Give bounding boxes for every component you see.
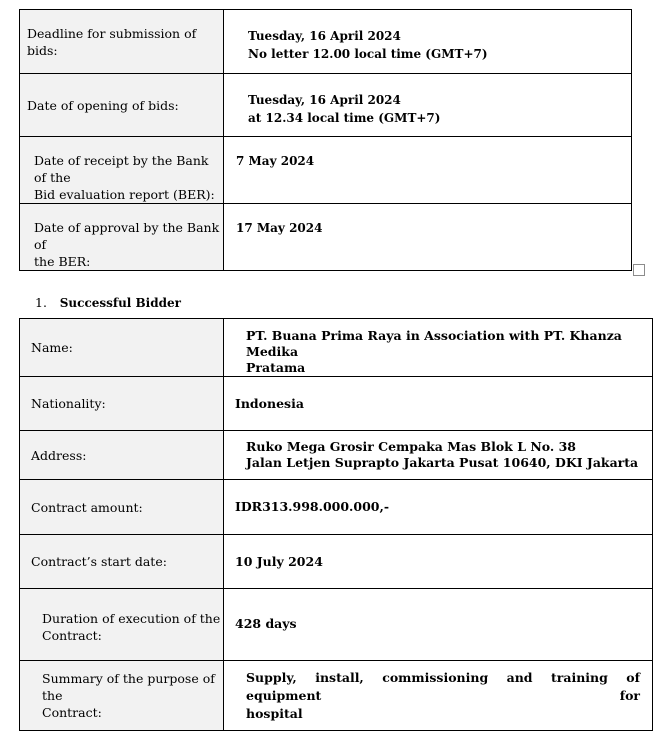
bid-dates-table [19, 9, 632, 271]
deadline-time: No letter 12.00 local time (GMT+7) [248, 47, 488, 61]
start-date-value: 10 July 2024 [235, 553, 323, 569]
duration-label-line1: Duration of execution of the [42, 610, 221, 626]
duration-label-cell [20, 589, 224, 661]
nationality-label: Nationality: [31, 396, 106, 411]
successful-bidder-table [19, 318, 653, 731]
name-label: Name: [31, 340, 73, 355]
summary-value-line2: hospital [246, 705, 303, 721]
table-row [20, 589, 653, 661]
start-date-value-cell [224, 535, 653, 589]
ber-receipt-label-line1: Date of receipt by the Bank of the [34, 153, 209, 185]
address-value-cell [224, 431, 653, 480]
nationality-label-cell [20, 377, 224, 431]
summary-value-line1: Supply, install, commissioning and training of equipment for [246, 669, 640, 703]
table-row [20, 204, 632, 271]
duration-value: 428 days [235, 615, 297, 631]
contract-amount-value-cell [224, 480, 653, 535]
nationality-value: Indonesia [235, 395, 304, 411]
bidder-name-line2: Pratama [246, 360, 306, 375]
name-label-cell [20, 319, 224, 377]
table-row [20, 377, 653, 431]
opening-value-cell [224, 74, 632, 137]
table-row [20, 10, 632, 74]
ber-approval-value: 17 May 2024 [236, 221, 323, 235]
opening-time: at 12.34 local time (GMT+7) [248, 111, 441, 125]
table-row [20, 319, 653, 377]
opening-label: Date of opening of bids: [27, 97, 179, 113]
duration-label-line2: Contract: [42, 627, 102, 643]
deadline-value-cell [224, 10, 632, 74]
start-date-label: Contract’s start date: [31, 554, 167, 569]
summary-label-line1: Summary of the purpose of the [42, 671, 215, 703]
deadline-label: Deadline for submission of bids: [27, 25, 197, 58]
opening-date: Tuesday, 16 April 2024 [248, 93, 401, 107]
section-title: Successful Bidder [59, 296, 181, 310]
table-row [20, 74, 632, 137]
table-row [20, 535, 653, 589]
summary-value-cell [224, 661, 653, 731]
table-row [20, 661, 653, 731]
nationality-value-cell [224, 377, 653, 431]
ber-approval-label-cell [20, 204, 224, 271]
section-heading [35, 295, 181, 311]
ber-approval-value-cell [224, 204, 632, 271]
start-date-label-cell [20, 535, 224, 589]
ber-receipt-value: 7 May 2024 [236, 154, 315, 168]
section-number: 1. [35, 295, 47, 310]
address-label-cell [20, 431, 224, 480]
contract-amount-label: Contract amount: [31, 499, 143, 515]
summary-label-line2: Contract: [42, 705, 102, 720]
ber-approval-label-line2: the BER: [34, 254, 91, 269]
summary-label-cell [20, 661, 224, 731]
bidder-name-line1: PT. Buana Prima Raya in Association with PT. Khanza Medika [246, 328, 622, 359]
deadline-date: Tuesday, 16 April 2024 [248, 29, 401, 43]
ber-receipt-value-cell [224, 137, 632, 204]
ber-receipt-label-cell [20, 137, 224, 204]
deadline-label-cell [20, 10, 224, 74]
name-value-cell [224, 319, 653, 377]
ber-receipt-label-line2: Bid evaluation report (BER): [34, 187, 215, 202]
address-label: Address: [31, 447, 87, 463]
ber-approval-label-line1: Date of approval by the Bank of [34, 220, 220, 252]
table-row [20, 480, 653, 535]
opening-label-cell [20, 74, 224, 137]
contract-amount-value: IDR313.998.000.000,- [235, 499, 390, 514]
table-row [20, 137, 632, 204]
duration-value-cell [224, 589, 653, 661]
address-line2: Jalan Letjen Suprapto Jakarta Pusat 10640, DKI Jakarta [246, 455, 639, 470]
table-resize-handle[interactable] [633, 264, 645, 276]
contract-amount-label-cell [20, 480, 224, 535]
table-row [20, 431, 653, 480]
address-line1: Ruko Mega Grosir Cempaka Mas Blok L No. 38 [246, 439, 576, 454]
